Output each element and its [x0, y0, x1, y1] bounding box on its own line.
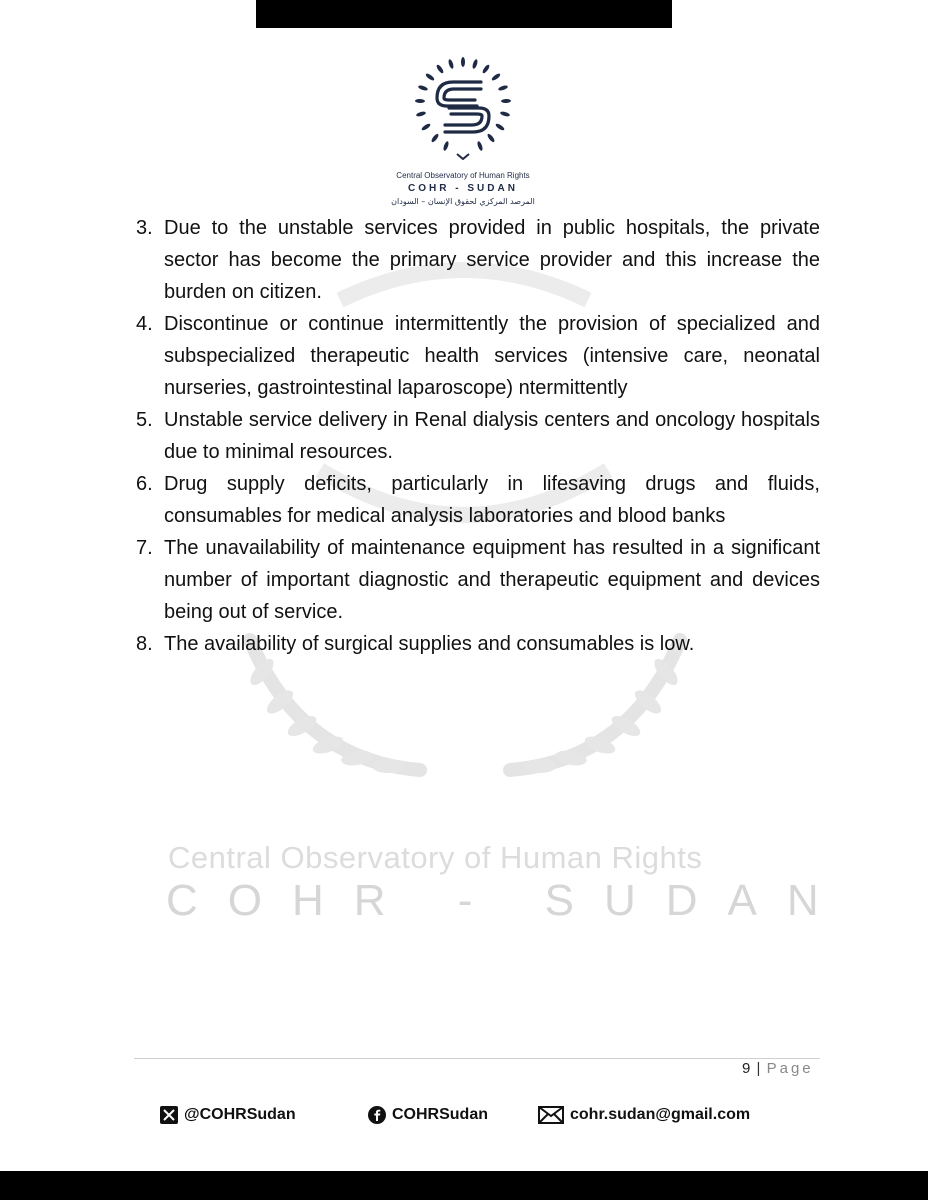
- bottom-black-bar: [0, 1171, 928, 1200]
- list-item-text: The availability of surgical supplies and consumables is low.: [164, 633, 695, 655]
- watermark-org-name: Central Observatory of Human Rights: [168, 840, 703, 875]
- list-item-text: The unavailability of maintenance equipment has resulted in a significant number of important diagnostic and therapeutic equipment and devices being out of service.: [164, 537, 820, 623]
- logo-acronym: COHR - SUDAN: [408, 183, 518, 194]
- list-item-text: Discontinue or continue intermittently the provision of specialized and subspecialized therapeutic health services (intensive care, neonatal nurseries, gastrointestinal laparoscope) ntermittently: [164, 313, 820, 399]
- x-twitter-icon: [160, 1106, 178, 1124]
- list-item: [120, 628, 820, 660]
- top-black-bar: [256, 0, 672, 28]
- list-item-number: 5.: [136, 409, 153, 431]
- envelope-icon: [538, 1106, 564, 1124]
- list-item: [120, 212, 820, 308]
- list-item-number: 3.: [136, 217, 153, 239]
- twitter-handle[interactable]: @COHRSudan: [184, 1106, 296, 1123]
- facebook-handle[interactable]: COHRSudan: [392, 1106, 488, 1123]
- page-number-value: 9: [742, 1060, 751, 1077]
- logo-emblem-icon: [413, 56, 513, 160]
- list-item-text: Due to the unstable services provided in public hospitals, the private sector has become the primary service provider and this increase the burden on citizen.: [164, 217, 820, 303]
- watermark-org-acronym: COHR - SUDAN: [166, 876, 849, 925]
- list-item-text: Unstable service delivery in Renal dialysis centers and oncology hospitals due to minimal resources.: [164, 409, 820, 463]
- list-item: [120, 308, 820, 404]
- footer-divider: [134, 1058, 820, 1059]
- org-logo: [390, 56, 536, 212]
- page-word: Page: [766, 1060, 814, 1077]
- twitter-contact[interactable]: [160, 1106, 296, 1124]
- logo-arabic-name: المرصد المركزي لحقوق الإنسان – السودان: [391, 197, 535, 206]
- list-item-number: 7.: [136, 537, 153, 559]
- page-number-separator: |: [756, 1060, 761, 1077]
- facebook-icon: [368, 1106, 386, 1124]
- list-item-number: 6.: [136, 473, 153, 495]
- findings-list: [120, 212, 820, 660]
- facebook-contact[interactable]: [368, 1106, 488, 1124]
- list-item: [120, 404, 820, 468]
- page-number: [742, 1060, 814, 1077]
- email-contact[interactable]: [538, 1106, 750, 1124]
- list-item-number: 8.: [136, 633, 153, 655]
- logo-org-name: Central Observatory of Human Rights: [396, 171, 530, 180]
- list-item-text: Drug supply deficits, particularly in lifesaving drugs and fluids, consumables for medical analysis laboratories and blood banks: [164, 473, 820, 527]
- list-item-number: 4.: [136, 313, 153, 335]
- list-item: [120, 532, 820, 628]
- email-address[interactable]: cohr.sudan@gmail.com: [570, 1106, 751, 1123]
- list-item: [120, 468, 820, 532]
